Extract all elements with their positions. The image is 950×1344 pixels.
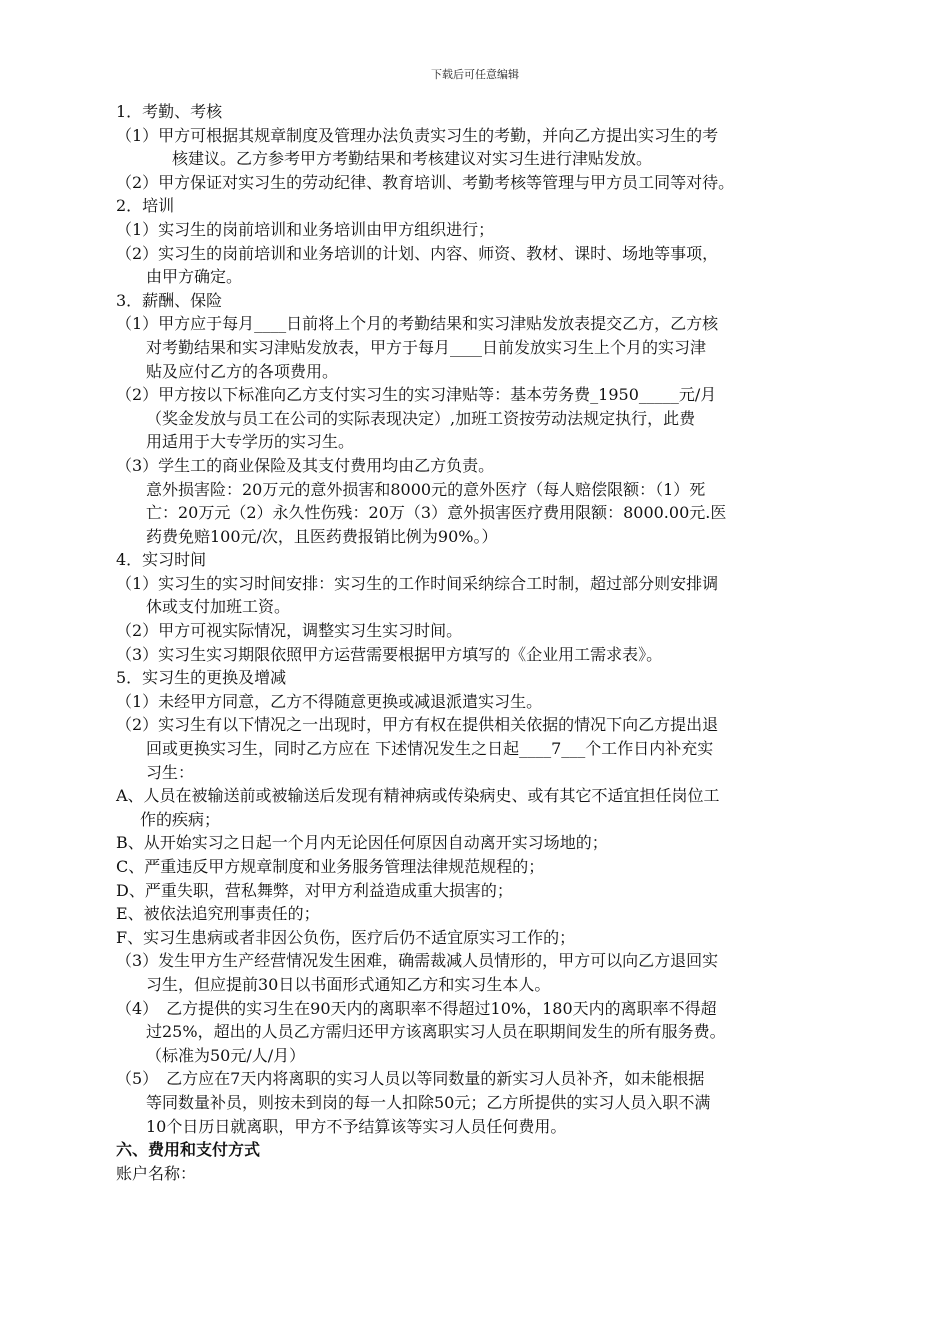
text-line: （2）甲方保证对实习生的劳动纪律、教育培训、考勤考核等管理与甲方员工同等对待。 [116,172,735,192]
text-line: 5．实习生的更换及增减 [116,668,287,688]
text-line: 4．实习时间 [116,550,207,570]
text-line: 10个日历日就离职，甲方不予结算该等实习人员任何费用。 [146,1116,567,1136]
text-line: 核建议。乙方参考甲方考勤结果和考核建议对实习生进行津贴发放。 [172,149,653,169]
text-line: 账户名称： [116,1163,197,1183]
text-line: （标准为50元/人/月） [146,1045,306,1065]
text-line: 贴及应付乙方的各项费用。 [146,361,339,381]
text-line: （2）甲方按以下标准向乙方支付实习生的实习津贴等：基本劳务费_1950_____元/月 [116,385,717,405]
text-line: 休或支付加班工资。 [146,597,291,617]
text-line: F、实习生患病或者非因公负伤，医疗后仍不适宜原实习工作的； [116,927,576,947]
text-line: 意外损害险：20万元的意外损害和8000元的意外医疗（每人赔偿限额：（1）死 [146,479,706,499]
text-line: （3）发生甲方生产经营情况发生困难，确需裁减人员情形的，甲方可以向乙方退回实 [116,951,719,971]
text-line: 六、费用和支付方式 [116,1140,261,1160]
text-line: （4） 乙方提供的实习生在90天内的离职率不得超过10%，180天内的离职率不得超 [116,998,717,1018]
text-line: （1）实习生的岗前培训和业务培训由甲方组织进行； [116,219,495,239]
text-line: （1）甲方应于每月____日前将上个月的考勤结果和实习津贴发放表提交乙方，乙方核 [116,314,719,334]
text-line: 习生，但应提前30日以书面形式通知乙方和实习生本人。 [146,974,551,994]
text-line: （1）未经甲方同意，乙方不得随意更换或减退派遣实习生。 [116,691,543,711]
text-line: （2）甲方可视实际情况，调整实习生实习时间。 [116,621,463,641]
text-line: B、从开始实习之日起一个月内无论因任何原因自动离开实习场地的； [116,833,608,853]
text-line: （3）实习生实习期限依照甲方运营需要根据甲方填写的《企业用工需求表》。 [116,644,663,664]
text-line: 习生： [146,762,195,782]
text-line: 2．培训 [116,196,175,216]
text-line: D、严重失职，营私舞弊，对甲方利益造成重大损害的； [116,880,513,900]
text-line: 亡：20万元（2）永久性伤残：20万（3）意外损害医疗费用限额：8000.00元.医 [146,503,727,523]
text-line: 3．薪酬、保险 [116,290,223,310]
text-line: 1．考勤、考核 [116,102,223,121]
text-line: （1）甲方可根据其规章制度及管理办法负责实习生的考勤，并向乙方提出实习生的考 [116,125,719,145]
text-line: （1）实习生的实习时间安排：实习生的工作时间采纳综合工时制，超过部分则安排调 [116,573,719,593]
text-line: （奖金发放与员工在公司的实际表现决定）,加班工资按劳动法规定执行，此费 [146,408,696,428]
text-line: 对考勤结果和实习津贴发放表，甲方于每月____日前发放实习生上个月的实习津 [146,337,707,357]
text-line: 等同数量补员，则按未到岗的每一人扣除50元；乙方所提供的实习人员入职不满 [146,1092,711,1112]
text-line: （5） 乙方应在7天内将离职的实习人员以等同数量的新实习人员补齐，如未能根据 [116,1069,705,1089]
document-body [116,100,846,1185]
text-line: 由甲方确定。 [146,267,243,287]
text-line: 用适用于大专学历的实习生。 [146,432,355,452]
text-line: 药费免赔100元/次，且医药费报销比例为90%。） [146,526,498,546]
text-line: 回或更换实习生，同时乙方应在 下述情况发生之日起____7___个工作日内补充实 [146,739,714,759]
text-line: C、严重违反甲方规章制度和业务服务管理法律规范规程的； [116,857,545,876]
text-line: E、被依法追究刑事责任的； [116,904,320,924]
text-line: （3）学生工的商业保险及其支付费用均由乙方负责。 [116,455,495,475]
text-line: 作的疾病； [140,809,221,829]
text-line: （2）实习生有以下情况之一出现时，甲方有权在提供相关依据的情况下向乙方提出退 [116,715,719,735]
text-line: 过25%，超出的人员乙方需归还甲方该离职实习人员在职期间发生的所有服务费。 [146,1022,726,1042]
text-line: （2）实习生的岗前培训和业务培训的计划、内容、师资、教材、课时、场地等事项， [116,243,719,263]
text-line: A、人员在被输送前或被输送后发现有精神病或传染病史、或有其它不适宜担任岗位工 [116,786,720,806]
page-header: 下载后可任意编辑 [431,68,519,81]
